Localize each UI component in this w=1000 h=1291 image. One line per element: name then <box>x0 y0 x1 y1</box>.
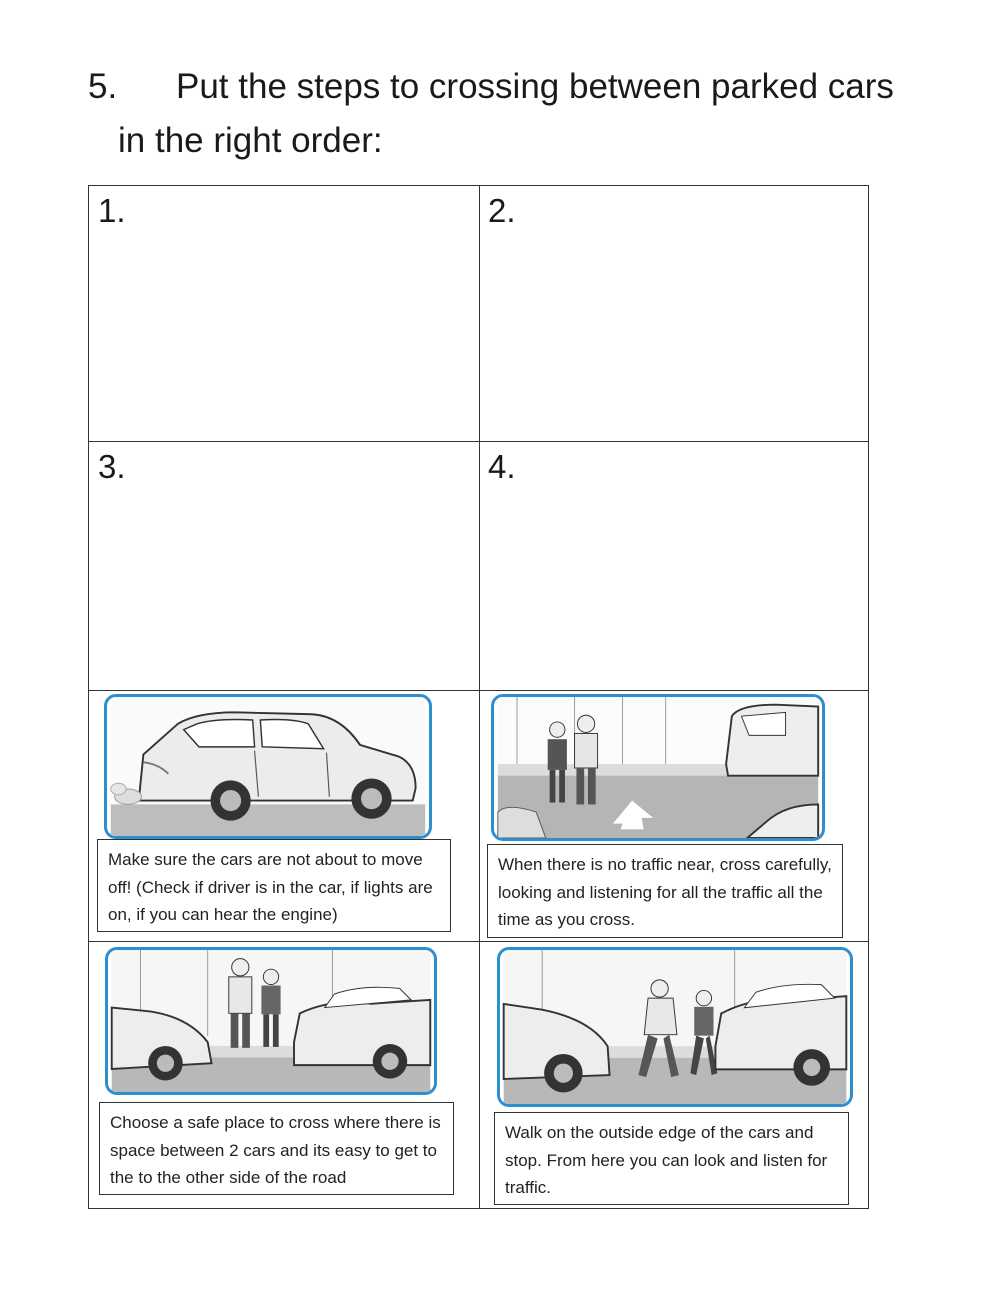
question-heading <box>88 60 928 168</box>
card-illustration-gap-between-cars <box>105 947 437 1095</box>
card-illustration-car-moving-off <box>104 694 432 839</box>
slot-number: 2. <box>488 192 516 229</box>
card-caption: Walk on the outside edge of the cars and stop. From here you can look and listen for traffic. <box>494 1112 849 1205</box>
grid-divider-row-3 <box>89 941 868 942</box>
card-caption: When there is no traffic near, cross carefully, looking and listening for all the traffic all the time as you cross. <box>487 844 843 938</box>
answer-slot-4[interactable] <box>480 442 869 690</box>
card-illustration-outside-edge <box>497 947 853 1107</box>
question-text-line-2: in the right order: <box>118 121 383 160</box>
crossing-illustration-icon <box>494 697 822 838</box>
card-illustration-children-crossing <box>491 694 825 841</box>
answer-slot-2[interactable] <box>480 186 869 441</box>
card-caption: Make sure the cars are not about to move off! (Check if driver is in the car, if lights are on, if you can hear the engine) <box>97 839 451 932</box>
grid-divider-row-2 <box>89 690 868 691</box>
answer-slot-3[interactable] <box>89 442 479 690</box>
question-number: 5. <box>88 67 118 106</box>
slot-number: 1. <box>98 192 126 229</box>
car-illustration-icon <box>107 697 429 836</box>
slot-number: 3. <box>98 448 126 485</box>
answer-slot-1[interactable] <box>89 186 479 441</box>
slot-number: 4. <box>488 448 516 485</box>
card-caption: Choose a safe place to cross where there is space between 2 cars and its easy to get to the to the other side of the road <box>99 1102 454 1195</box>
gap-illustration-icon <box>108 950 434 1092</box>
outside-edge-illustration-icon <box>500 950 850 1104</box>
question-line-1 <box>88 60 928 114</box>
question-text-line-1: Put the steps to crossing between parked cars <box>176 67 894 106</box>
